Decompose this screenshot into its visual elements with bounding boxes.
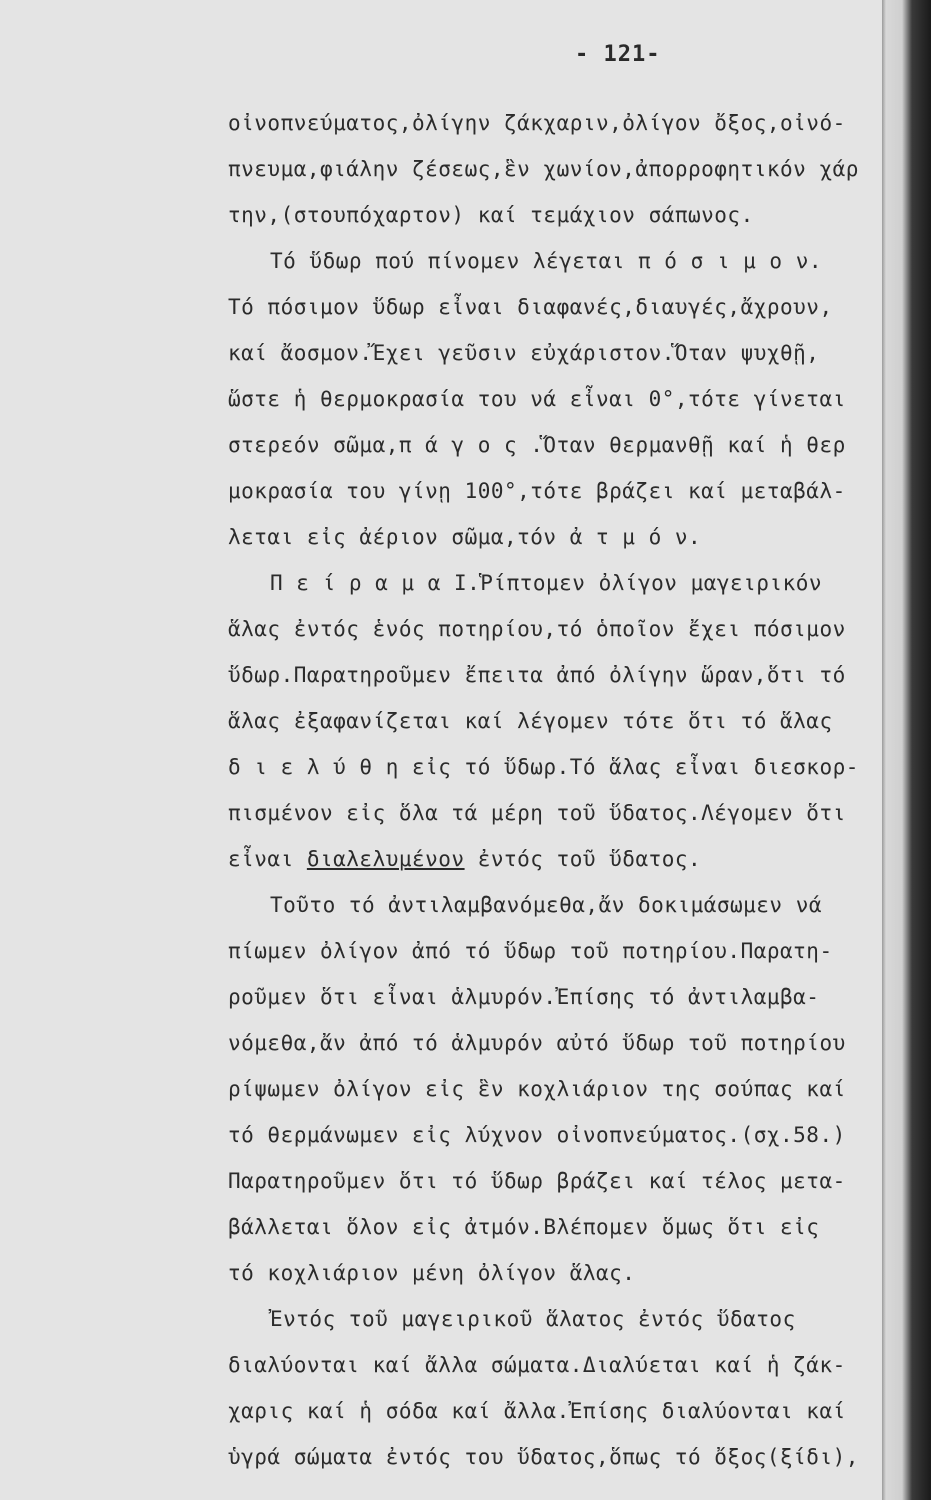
text-line: ἅλας ἐξαφανίζεται καί λέγομεν τότε ὅτι τό ἅλας bbox=[228, 709, 833, 733]
text-line: καί ἄοσμον.Ἔχει γεῦσιν εὐχάριστον.Ὅταν ψυχθῇ, bbox=[228, 341, 820, 365]
text-line: Τοῦτο τό ἀντιλαμβανόμεθα,ἄν δοκιμάσωμεν νά bbox=[270, 893, 823, 917]
text-line: διαλύονται καί ἄλλα σώματα.Διαλύεται καί ἡ ζάκ- bbox=[228, 1353, 846, 1377]
page-number: - 121- bbox=[575, 42, 661, 67]
text-line: ἅλας ἐντός ἑνός ποτηρίου,τό ὁποῖον ἔχει πόσιμον bbox=[228, 617, 846, 641]
text-line: βάλλεται ὅλον εἰς ἀτμόν.Βλέπομεν ὅμως ὅτι εἰς bbox=[228, 1215, 820, 1239]
text-line: μοκρασία του γίνῃ 100°,τότε βράζει καί μεταβάλ- bbox=[228, 479, 846, 503]
text-line: ὕδωρ.Παρατηροῦμεν ἔπειτα ἀπό ὀλίγην ὥραν,ὅτι τό bbox=[228, 663, 846, 687]
text-line: στερεόν σῶμα,π ά γ ο ς .Ὅταν θερμανθῇ καί ἡ θερ bbox=[228, 433, 846, 457]
text-line: Ἐντός τοῦ μαγειρικοῦ ἅλατος ἐντός ὕδατος bbox=[270, 1307, 796, 1331]
text-segment: εἶναι bbox=[228, 847, 307, 871]
text-line: πνευμα,φιάλην ζέσεως,ἓν χωνίον,ἀπορροφητικόν χάρ bbox=[228, 157, 859, 181]
text-line: Τό πόσιμον ὕδωρ εἶναι διαφανές,διαυγές,ἄχρουν, bbox=[228, 295, 833, 319]
text-line: την,(στουπόχαρτον) καί τεμάχιον σάπωνος. bbox=[228, 203, 754, 227]
text-line: Π ε ί ρ α μ α I.Ῥίπτομεν ὀλίγον μαγειρικόν bbox=[270, 571, 823, 595]
text-line: νόμεθα,ἄν ἀπό τό ἁλμυρόν αὐτό ὕδωρ τοῦ ποτηρίου bbox=[228, 1031, 846, 1055]
body-text bbox=[228, 100, 868, 1480]
text-line: ὑγρά σώματα ἐντός του ὕδατος,ὅπως τό ὄξος(ξίδι), bbox=[228, 1445, 859, 1469]
text-line bbox=[228, 836, 868, 882]
text-line: δ ι ε λ ύ θ η εἰς τό ὕδωρ.Τό ἅλας εἶναι διεσκορ- bbox=[228, 755, 859, 779]
text-line: ρίψωμεν ὀλίγον εἰς ἓν κοχλιάριον της σούπας καί bbox=[228, 1077, 846, 1101]
text-segment: ἐντός τοῦ ὕδατος. bbox=[464, 847, 702, 871]
text-line: πίωμεν ὀλίγον ἀπό τό ὕδωρ τοῦ ποτηρίου.Παρατη- bbox=[228, 939, 833, 963]
text-line: ὥστε ἡ θερμοκρασία του νά εἶναι 0°,τότε γίνεται bbox=[228, 387, 846, 411]
text-line: λεται εἰς ἀέριον σῶμα,τόν ἀ τ μ ό ν. bbox=[228, 525, 702, 549]
underlined-word: διαλελυμένον bbox=[306, 847, 465, 871]
text-line: ροῦμεν ὅτι εἶναι ἁλμυρόν.Ἐπίσης τό ἀντιλαμβα- bbox=[228, 985, 820, 1009]
text-line: πισμένον εἰς ὅλα τά μέρη τοῦ ὕδατος.Λέγομεν ὅτι bbox=[228, 801, 846, 825]
text-line: τό θερμάνωμεν εἰς λύχνον οἰνοπνεύματος.(σχ.58.) bbox=[228, 1123, 846, 1147]
text-line: τό κοχλιάριον μένη ὀλίγον ἅλας. bbox=[228, 1261, 636, 1285]
book-edge bbox=[882, 0, 931, 1500]
text-line: χαρις καί ἡ σόδα καί ἄλλα.Ἐπίσης διαλύονται καί bbox=[228, 1399, 846, 1423]
text-line: Τό ὕδωρ πού πίνομεν λέγεται π ό σ ι μ ο ν. bbox=[270, 249, 823, 273]
text-line: οἰνοπνεύματος,ὀλίγην ζάκχαριν,ὀλίγον ὄξος,οἰνό- bbox=[228, 111, 846, 135]
text-line: Παρατηροῦμεν ὅτι τό ὕδωρ βράζει καί τέλος μετα- bbox=[228, 1169, 846, 1193]
